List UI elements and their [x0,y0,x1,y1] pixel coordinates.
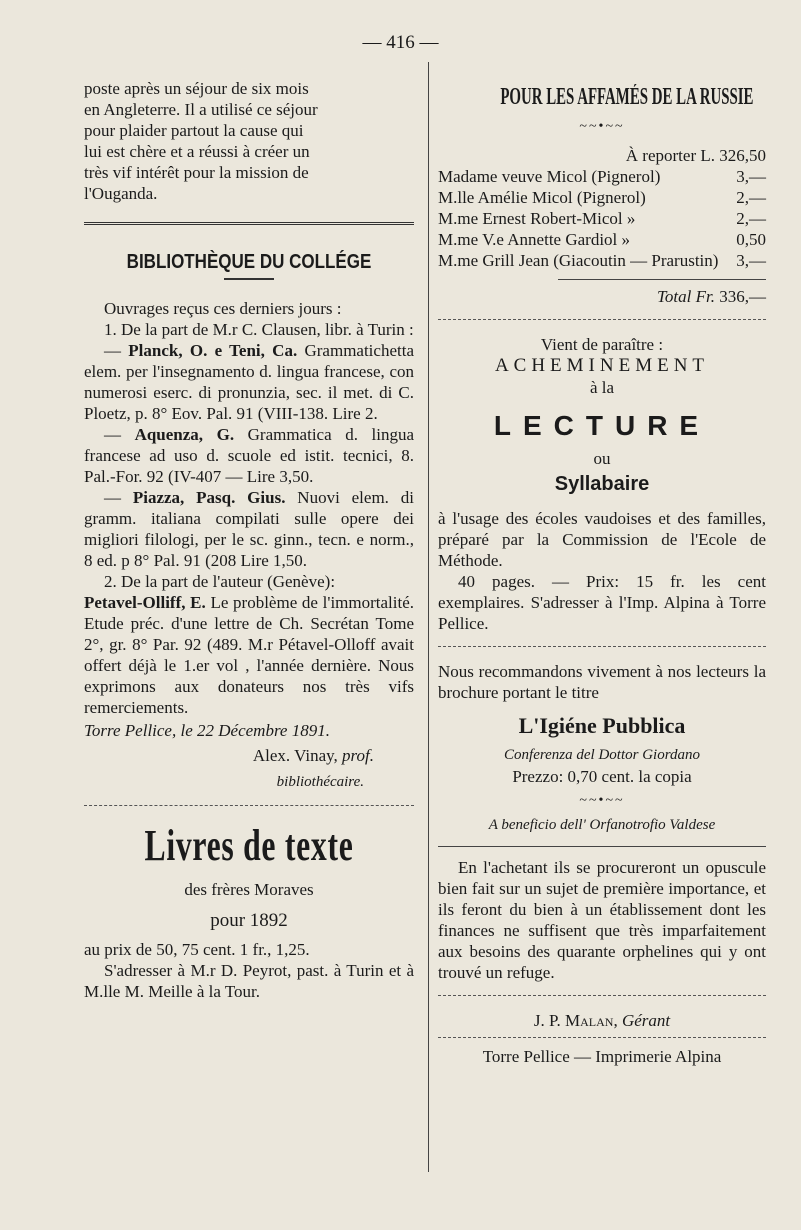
column-divider [428,62,429,1172]
book-author: Planck, O. e Teni, Ca. [128,341,298,360]
achat-text: En l'achetant ils se procureront un opuscule bien fait sur un sujet de première importance, et ils feront du bien à un établissement dont les finances ne suffisent que très imparfaitement aux besoins des quarante orphelines qui y ont trouvé un refuge. [438,858,766,982]
book-author: Petavel-Olliff, E. [84,593,206,612]
book-entry-piazza: — Piazza, Pasq. Gius. Nuovi elem. di gramm. italiana compilati sulle opere dei migliori filologi, per le sc. ginn., tecn. e norm., 8 ed. p 8° Pal. 91 (208 Lire 1,50. [84,488,414,570]
section-rule [84,222,414,225]
report-value: 326,50 [719,146,766,165]
wavy-rule [438,995,766,998]
syllabaire-text: à l'usage des écoles vaudoises et des familles, préparé par la Commission de l'Ecole de Méthode. [438,509,766,570]
page-number: — 416 — [362,32,439,53]
donor-name: M.me Ernest Robert-Micol » [438,209,636,228]
signature-role: bibliothécaire. [276,774,364,790]
report-row [438,145,766,166]
vient-line: Vient de paraître : [540,335,664,354]
bibliotheque-heading: BIBLIOTHÈQUE DU COLLÉGE [126,251,372,273]
donation-amount: 3,— [736,251,766,270]
beneficio: A beneficio dell' Orfanotrofio Valdese [488,817,716,833]
intro-line: poste après un séjour de six mois [84,79,309,98]
total-label: Total Fr. [657,287,715,306]
ornament: ~~•~~ [579,793,625,808]
donation-amount: 3,— [736,167,766,186]
donation-row [438,229,766,250]
syllabaire-heading: Syllabaire [554,473,650,495]
intro-paragraph [84,78,414,204]
donation-row [438,208,766,229]
signature-title: prof. [342,746,374,765]
signature-name: Alex. Vinay, [252,746,343,765]
section-rule [438,846,766,847]
wavy-rule [84,805,414,808]
imprimerie-line: Torre Pellice — Imprimerie Alpina [482,1047,722,1066]
livres-price: au prix de 50, 75 cent. 1 fr., 1,25. [84,940,310,959]
donor-2: 2. De la part de l'auteur (Genève): [104,572,336,591]
syllabaire-price: 40 pages. — Prix: 15 fr. les cent exemplaires. S'adresser à l'Imp. Alpina à Torre Pellice. [438,572,766,633]
book-entry-aquenza: — Aquenza, G. Grammatica d. lingua francese ad uso d. scuole ed istit. tecnici, 8. Pal.-For. 92 (IV-407 — Lire 3,50. [84,425,414,486]
book-author: Aquenza, G. [134,425,235,444]
donor-name: M.me V.e Annette Gardiol » [438,230,631,249]
donation-row [438,250,766,271]
ornament: ~~•~~ [579,119,625,134]
book-author: Piazza, Pasq. Gius. [132,488,286,507]
prezzo: Prezzo: 0,70 cent. la copia [512,767,692,786]
signature [84,745,414,766]
book-entry-petavel [84,592,414,718]
wavy-rule [438,646,766,649]
total-rule [558,279,766,280]
recommend-text: Nous recommandons vivement à nos lecteurs la brochure portant le titre [438,662,766,702]
intro-line: pour plaider partout la cause qui [84,121,304,140]
livres-address: S'adresser à M.r D. Peyrot, past. à Turin et à M.lle M. Meille à la Tour. [84,961,414,1001]
report-label: À reporter L. [625,146,715,165]
donation-amount: 0,50 [736,230,766,249]
intro-line: en Angleterre. Il a utilisé ce séjour [84,100,318,119]
donation-row [438,166,766,187]
donor-name: Madame veuve Micol (Pignerol) [438,167,661,186]
gerant-role: Gérant [621,1011,671,1030]
place-date: Torre Pellice, le 22 Décembre 1891. [84,721,330,740]
gerant-line [438,1010,766,1031]
livres-year: pour 1892 [210,910,288,931]
book-details: Grammatica d. lingua francese ad uso d. scuole ed istit. tecnici, 8. Pal.-For. 92 (IV-407 — Lire 3,50. [84,425,414,486]
gerant-name: J. P. Malan, [533,1011,622,1030]
lecture-heading: LECTURE [493,410,711,441]
donor-name: M.me Grill Jean (Giacoutin — Prarustin) [438,251,719,270]
book-details: Grammatichetta elem. per l'insegnamento d. lingua francese, con numerosi eserc. di pronunzia, sec. il met. di C. Ploetz, p. 8° Eov. Pal. 91 (VIII-138. Lire 2. [84,341,414,423]
heading-underline [224,278,274,280]
intro-line: lui est chère et a réussi à créer un [84,142,310,161]
book-details: Le problème de l'immortalité. Etude préc. d'une lettre de Ch. Secrétan Tome 2°, gr. 8° Par. 92 (489. M.r Pétavel-Olloff avait offert déjà le 1.er vol , l'année dernière. Nous exprimons aux donateurs nos très vifs remerciements. [84,593,415,717]
a-la: à la [589,378,615,397]
conferenza: Conferenza del Dottor Giordano [504,747,700,763]
wavy-rule [438,319,766,322]
donation-amount: 2,— [736,209,766,228]
livres-subtitle: des frères Moraves [184,880,314,899]
total-value: 336,— [719,287,766,306]
donor-name: M.lle Amélie Micol (Pignerol) [438,188,646,207]
book-entry-planck: — Planck, O. e Teni, Ca. Grammatichetta elem. per l'insegnamento d. lingua francese, con numerosi eserc. di pronunzia, sec. il met. di C. Ploetz, p. 8° Eov. Pal. 91 (VIII-138. Lire 2. [84,341,414,423]
left-column [84,78,414,1002]
livres-heading: Livres de texte [144,821,354,870]
ouvrages-line: Ouvrages reçus ces derniers jours : [104,299,342,318]
donor-1: 1. De la part de M.r C. Clausen, libr. à Turin : [104,320,414,339]
donation-row [438,187,766,208]
right-column [438,78,766,1067]
russie-heading: POUR LES AFFAMÉS DE LA RUSSIE [500,84,754,110]
wavy-rule [438,1037,766,1040]
donation-amount: 2,— [736,188,766,207]
total-row [438,286,766,307]
igiene-heading: L'Igiéne Pubblica [518,713,686,738]
book-details: Nuovi elem. di gramm. italiana compilati sulle opere dei migliori filologi, per le sc. ginn., tecn. e norm., 8 ed. p 8° Pal. 91 (208 Lire 1,50. [84,488,414,570]
intro-line: l'Ouganda. [84,184,158,203]
acheminement: ACHEMINEMENT [494,355,710,376]
intro-line: très vif intérêt pour la mission de [84,163,309,182]
ou: ou [593,449,611,468]
